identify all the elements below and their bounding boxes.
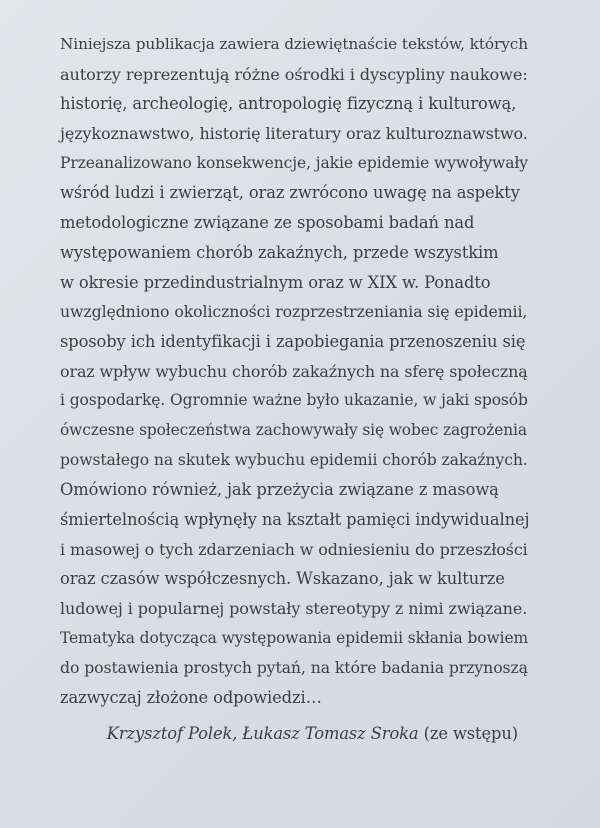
text-line: sposoby ich identyfikacji i zapobiegania przenoszeniu się — [60, 331, 526, 351]
text-line: oraz wpływ wybuchu chorób zakaźnych na sferę społeczną — [60, 361, 528, 381]
text-line: i masowej o tych zdarzeniach w odniesieniu do przeszłości — [60, 539, 528, 559]
text-line: Omówiono również, jak przeżycia związane z masową — [60, 480, 499, 500]
blurb-paragraph — [60, 30, 530, 713]
text-line: uwzględniono okoliczności rozprzestrzeniania się epidemii, — [60, 302, 528, 322]
attribution — [107, 724, 518, 743]
attribution-note: (ze wstępu) — [423, 724, 518, 743]
text-line: powstałego na skutek wybuchu epidemii chorób zakaźnych. — [60, 450, 528, 469]
text-line: językoznawstwo, historię literatury oraz kulturoznawstwo. — [60, 124, 528, 144]
text-line: wśród ludzi i zwierząt, oraz zwrócono uwagę na aspekty — [60, 183, 520, 203]
text-line: historię, archeologię, antropologię fizyczną i kulturową, — [60, 94, 517, 114]
text-line: Przeanalizowano konsekwencje, jakie epidemie wywoływały — [60, 153, 528, 172]
text-line: zazwyczaj złożone odpowiedzi… — [60, 688, 322, 708]
text-line: ludowej i popularnej powstały stereotypy z nimi związane. — [60, 599, 528, 619]
text-line: oraz czasów współczesnych. Wskazano, jak w kulturze — [60, 569, 505, 589]
text-line: śmiertelnością wpłynęły na kształt pamięci indywidualnej — [60, 510, 530, 529]
text-line: Niniejsza publikacja zawiera dziewiętnaście tekstów, których — [60, 35, 528, 53]
text-line: autorzy reprezentują różne ośrodki i dyscypliny naukowe: — [60, 64, 528, 84]
text-line: do postawienia prostych pytań, na które badania przynoszą — [60, 658, 528, 678]
attribution-authors: Krzysztof Polek, Łukasz Tomasz Sroka — [106, 724, 419, 743]
text-line: metodologiczne związane ze sposobami badań nad — [60, 213, 475, 233]
text-line: występowaniem chorób zakaźnych, przede wszystkim — [60, 242, 499, 262]
text-line: w okresie przedindustrialnym oraz w XIX w. Ponadto — [60, 272, 491, 292]
text-line: ówczesne społeczeństwa zachowywały się wobec zagrożenia — [60, 420, 527, 439]
text-line: Tematyka dotycząca występowania epidemii skłania bowiem — [60, 628, 529, 647]
text-line: i gospodarkę. Ogromnie ważne było ukazanie, w jaki sposób — [60, 391, 528, 410]
